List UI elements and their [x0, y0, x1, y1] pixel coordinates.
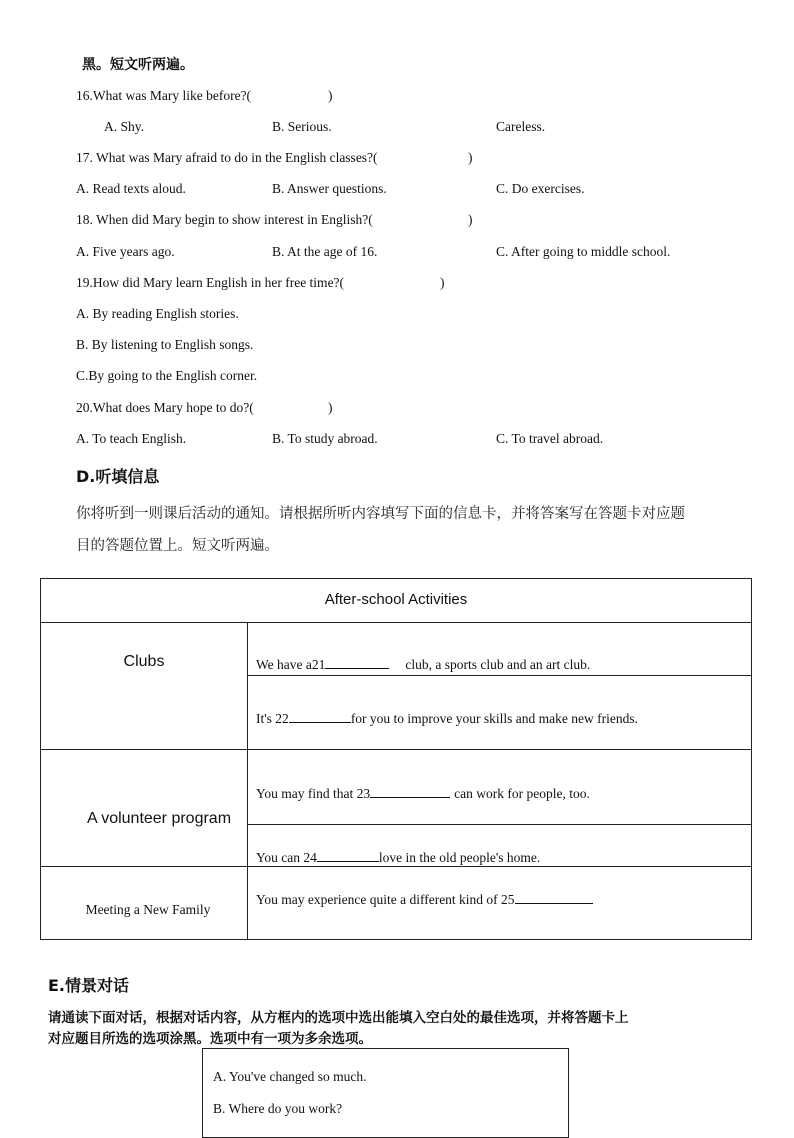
question-20-answer-close: ) — [328, 400, 333, 415]
question-20-stem: 20.What does Mary hope to do?( — [76, 400, 254, 415]
question-17-option-a: A. Read texts aloud. — [76, 181, 186, 196]
question-19-option-c: C.By going to the English corner. — [76, 368, 258, 383]
dialogue-option-b: B. Where do you work? — [213, 1101, 343, 1116]
question-17-answer-close: ) — [468, 150, 473, 165]
question-18-option-c: C. After going to middle school. — [496, 244, 671, 259]
question-18-option-a: A. Five years ago. — [76, 244, 175, 259]
row-label-meeting-new-family: Meeting a New Family — [85, 902, 211, 917]
table-title: After-school Activities — [324, 591, 468, 608]
question-17-option-b: B. Answer questions. — [272, 181, 387, 196]
dialogue-options-box — [202, 1048, 569, 1138]
section-e-instruction-line1: 请通读下面对话，根据对话内容，从方框内的选项中选出能填入空白处的最佳选项，并将答题卡上 — [48, 1010, 629, 1026]
table-divider — [41, 622, 751, 623]
question-20-option-a: A. To teach English. — [76, 431, 187, 446]
table-divider — [247, 622, 248, 939]
clubs-line-2: It's 22 for you to improve your skills and make new friends. — [256, 711, 639, 726]
question-20-option-c: C. To travel abroad. — [496, 431, 604, 446]
section-d-instruction-line2: 目的答题位置上。短文听两遍。 — [76, 538, 279, 554]
question-16-option-b: B. Serious. — [272, 119, 332, 134]
table-divider — [41, 866, 751, 867]
dialogue-option-a: A. You've changed so much. — [213, 1069, 367, 1084]
row-label-volunteer-program: A volunteer program — [86, 810, 232, 827]
volunteer-line-2: You can 24 love in the old people's home. — [256, 850, 541, 865]
question-19-option-a: A. By reading English stories. — [76, 306, 239, 321]
table-divider — [248, 675, 751, 676]
question-16-stem: 16.What was Mary like before?( — [76, 88, 252, 103]
section-d-title: D.听填信息 — [76, 467, 160, 486]
question-18-option-b: B. At the age of 16. — [272, 244, 378, 259]
answer-blank-22[interactable] — [289, 710, 351, 723]
question-19-option-b: B. By listening to English songs. — [76, 337, 254, 352]
question-18-answer-close: ) — [468, 212, 473, 227]
question-17-stem: 17. What was Mary afraid to do in the English classes?( — [76, 150, 378, 165]
answer-blank-24[interactable] — [317, 849, 379, 862]
question-17-option-c: C. Do exercises. — [496, 181, 585, 196]
section-e-instruction-line2: 对应题目所选的选项涂黑。选项中有一项为多余选项。 — [48, 1031, 372, 1047]
question-16-answer-close: ) — [328, 88, 333, 103]
table-divider — [248, 824, 751, 825]
question-19-stem: 19.How did Mary learn English in her free time?( — [76, 275, 345, 290]
question-18-stem: 18. When did Mary begin to show interest in English?( — [76, 212, 373, 227]
info-card-table — [40, 578, 752, 940]
answer-blank-21[interactable] — [325, 656, 389, 669]
question-16-option-c: Careless. — [496, 119, 546, 134]
volunteer-line-1: You may find that 23 can work for people, too. — [256, 786, 590, 801]
question-19-answer-close: ) — [440, 275, 445, 290]
question-20-option-b: B. To study abroad. — [272, 431, 378, 446]
answer-blank-23[interactable] — [370, 785, 450, 798]
section-e-title: E.情景对话 — [48, 976, 130, 995]
intro-fragment: 黑。短文听两遍。 — [82, 57, 194, 73]
row-label-clubs: Clubs — [123, 653, 165, 670]
meeting-line-1: You may experience quite a different kind of 25 — [256, 891, 593, 908]
section-d-instruction-line1: 你将听到一则课后活动的通知。请根据所听内容填写下面的信息卡，并将答案写在答题卡对应题 — [76, 506, 685, 522]
clubs-line-1: We have a21 club, a sports club and an art club. — [256, 657, 591, 672]
question-16-option-a: A. Shy. — [104, 119, 145, 134]
answer-blank-25[interactable] — [515, 891, 593, 904]
table-divider — [41, 749, 751, 750]
